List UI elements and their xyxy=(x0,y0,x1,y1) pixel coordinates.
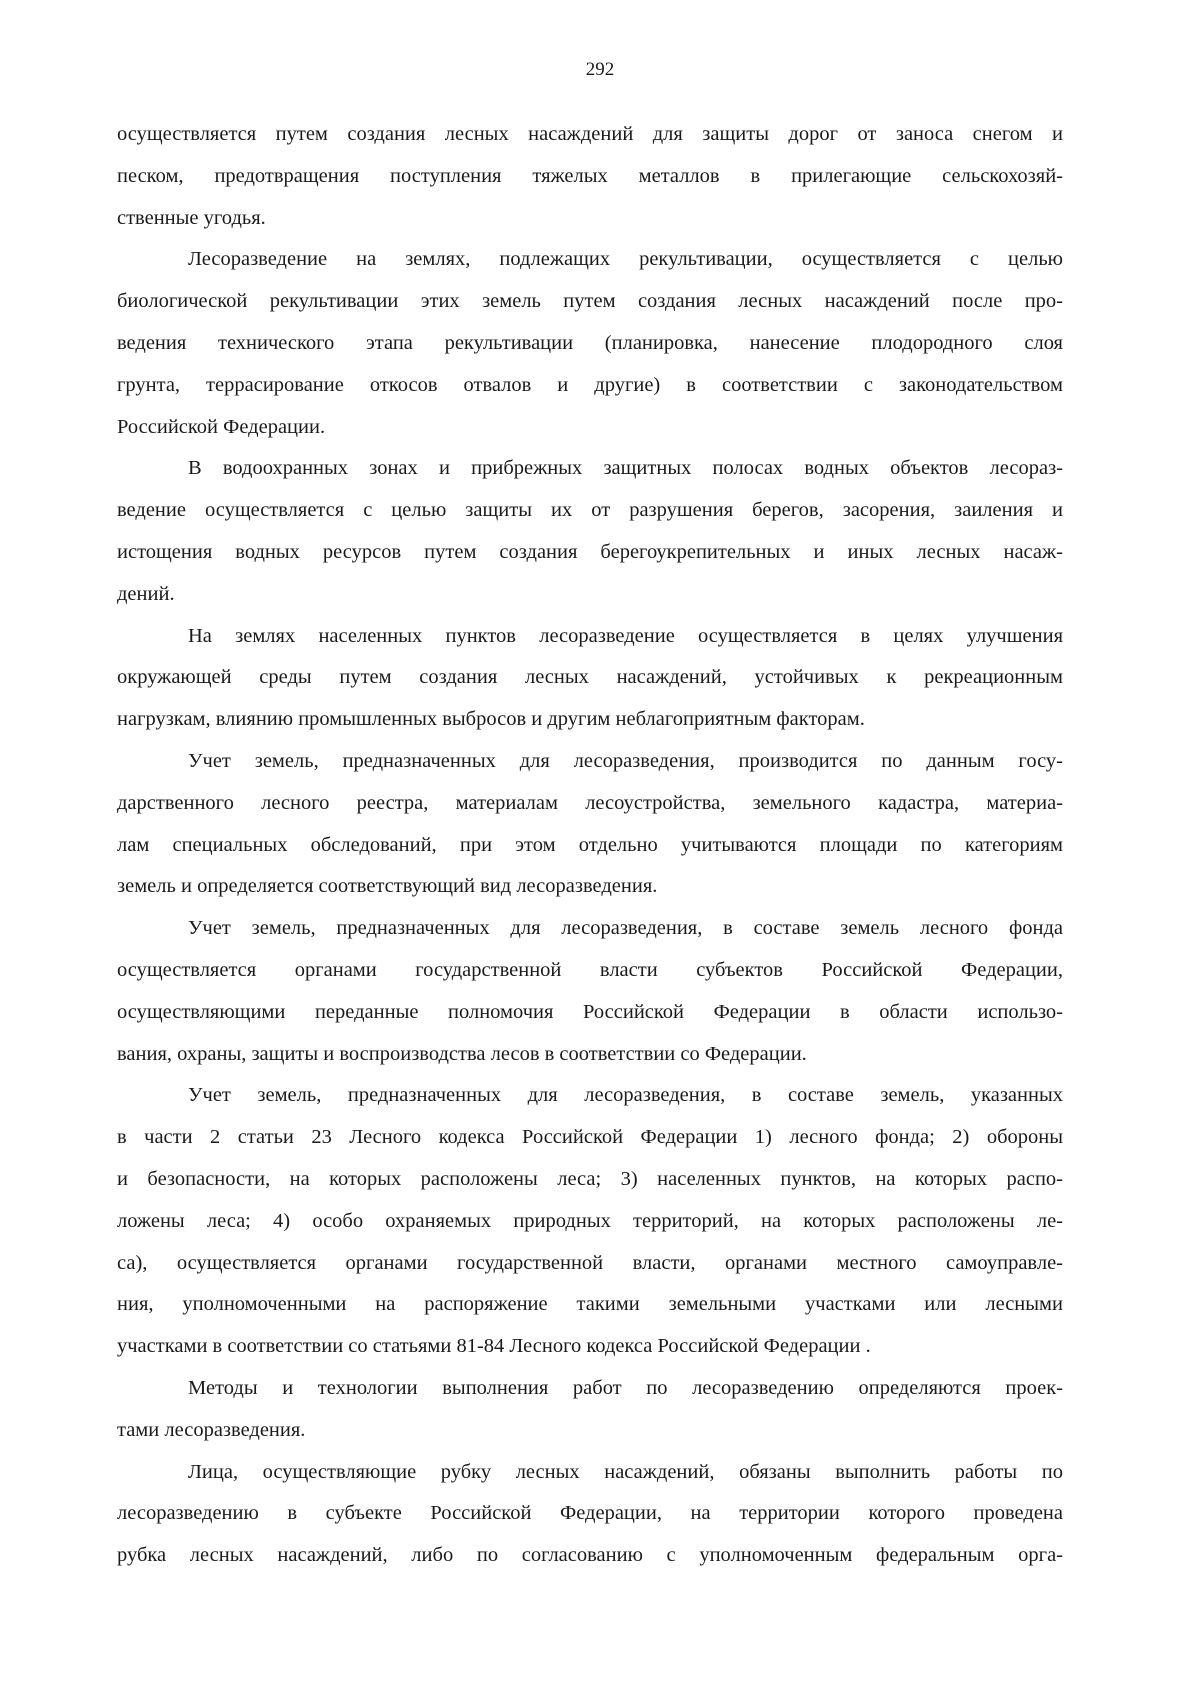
text-line: Учет земель, предназначенных для лесоразведения, производится по данным госу- xyxy=(188,749,1063,772)
text-line: ведения технического этапа рекультивации (планировка, нанесение плодородного слоя xyxy=(117,331,1063,354)
text-line: Лица, осуществляющие рубку лесных насаждений, обязаны выполнить работы по xyxy=(188,1460,1063,1483)
text-line: вания, охраны, защиты и воспроизводства лесов в соответствии со Федерации. xyxy=(117,1042,807,1065)
text-line: дарственного лесного реестра, материалам лесоустройства, земельного кадастра, материа- xyxy=(117,791,1063,814)
text-line: лам специальных обследований, при этом отдельно учитываются площади по категориям xyxy=(117,833,1063,856)
text-line: дений. xyxy=(117,582,175,605)
text-line: земель и определяется соответствующий вид лесоразведения. xyxy=(117,875,658,898)
text-line: ственные угодья. xyxy=(117,206,266,229)
text-line: Методы и технологии выполнения работ по лесоразведению определяются проек- xyxy=(188,1376,1063,1399)
text-line: На землях населенных пунктов лесоразведение осуществляется в целях улучшения xyxy=(188,624,1063,647)
text-line: В водоохранных зонах и прибрежных защитных полосах водных объектов лесораз- xyxy=(188,457,1063,480)
text-line: осуществляется путем создания лесных насаждений для защиты дорог от заноса снегом и xyxy=(117,123,1063,145)
text-line: лесоразведению в субъекте Российской Федерации, на территории которого проведена xyxy=(117,1502,1063,1525)
text-line: Учет земель, предназначенных для лесоразведения, в составе земель, указанных xyxy=(188,1084,1063,1107)
page-number: 292 xyxy=(585,59,615,80)
text-line: песком, предотвращения поступления тяжелых металлов в прилегающие сельскохозяй- xyxy=(117,164,1063,187)
text-line: са), осуществляется органами государственной власти, органами местного самоуправле- xyxy=(117,1251,1063,1274)
text-line: биологической рекультивации этих земель путем создания лесных насаждений после про- xyxy=(117,290,1063,313)
text-line: осуществляется органами государственной власти субъектов Российской Федерации, xyxy=(117,958,1063,981)
text-line: Учет земель, предназначенных для лесоразведения, в составе земель лесного фонда xyxy=(188,917,1063,940)
text-line: тами лесоразведения. xyxy=(117,1418,306,1441)
text-line: ния, уполномоченными на распоряжение такими земельными участками или лесными xyxy=(117,1293,1063,1316)
text-line: Российской Федерации. xyxy=(117,415,326,438)
text-line: в части 2 статьи 23 Лесного кодекса Российской Федерации 1) лесного фонда; 2) обороны xyxy=(117,1126,1063,1149)
text-line: грунта, террасирование откосов отвалов и другие) в соответствии с законодательством xyxy=(117,373,1063,396)
text-line: рубка лесных насаждений, либо по согласованию с уполномоченным федеральным орга- xyxy=(117,1544,1063,1567)
text-line: истощения водных ресурсов путем создания берегоукрепительных и иных лесных насаж- xyxy=(117,540,1063,563)
body-text xyxy=(117,114,1063,1577)
text-line: осуществляющими переданные полномочия Российской Федерации в области использо- xyxy=(117,1000,1063,1023)
text-line: и безопасности, на которых расположены леса; 3) населенных пунктов, на которых распо- xyxy=(117,1167,1063,1190)
text-line: Лесоразведение на землях, подлежащих рекультивации, осуществляется с целью xyxy=(188,248,1063,271)
text-line: ведение осуществляется с целью защиты их от разрушения берегов, засорения, заиления и xyxy=(117,499,1063,522)
text-line: участками в соответствии со статьями 81-84 Лесного кодекса Российской Федерации . xyxy=(117,1335,871,1358)
text-line: нагрузкам, влиянию промышленных выбросов и другим неблагоприятным факторам. xyxy=(117,708,865,731)
text-line: ложены леса; 4) особо охраняемых природных территорий, на которых расположены ле- xyxy=(117,1209,1063,1232)
text-line: окружающей среды путем создания лесных насаждений, устойчивых к рекреационным xyxy=(117,666,1063,689)
